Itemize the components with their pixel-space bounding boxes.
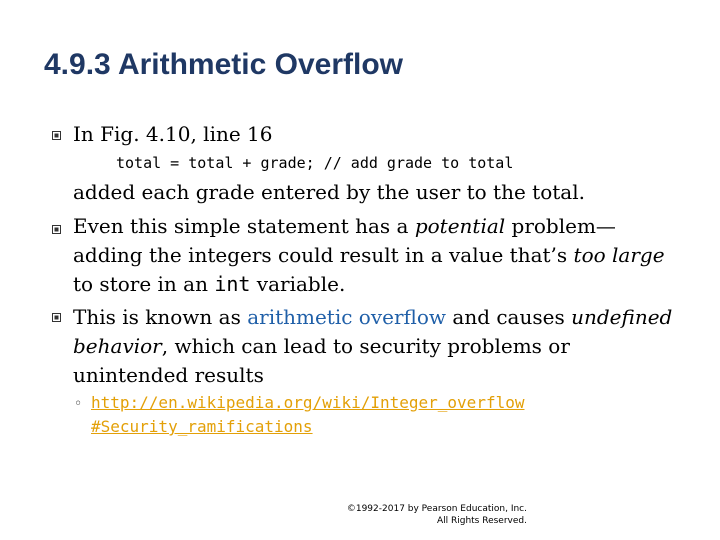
wikipedia-link-continuation[interactable]: #Security_ramifications bbox=[91, 417, 313, 436]
bullet-3-line-2 bbox=[73, 332, 570, 361]
inline-code: int bbox=[214, 272, 251, 296]
emphasis: undefined bbox=[571, 305, 673, 329]
bullet-3-line-3: unintended results bbox=[73, 363, 264, 387]
sub-bullet-icon: ◦ bbox=[74, 396, 83, 412]
text-span: , which can lead to security problems or bbox=[161, 334, 570, 358]
text-span: problem— bbox=[505, 214, 616, 238]
highlighted-term: arithmetic overflow bbox=[247, 305, 447, 329]
bullet-1-continuation: added each grade entered by the user to the total. bbox=[73, 180, 585, 204]
text-span: to store in an bbox=[73, 272, 215, 296]
bullet-2-line-3 bbox=[73, 270, 345, 299]
code-line: total = total + grade; // add grade to total bbox=[116, 154, 514, 172]
text-span: variable. bbox=[250, 272, 346, 296]
text-span: Even this simple statement has a bbox=[73, 214, 415, 238]
bullet-2-line-1 bbox=[73, 212, 616, 241]
bullet-icon bbox=[52, 131, 61, 140]
copyright-line: ©1992-2017 by Pearson Education, Inc. bbox=[346, 504, 527, 514]
copyright-footer bbox=[347, 503, 527, 527]
emphasis: too large bbox=[573, 243, 665, 267]
text-span: This is known as bbox=[73, 305, 248, 329]
bullet-2-line-2 bbox=[73, 241, 665, 270]
bullet-1-text: In Fig. 4.10, line 16 bbox=[73, 122, 273, 146]
text-span: adding the integers could result in a value that’s bbox=[73, 243, 574, 267]
bullet-icon bbox=[52, 225, 61, 234]
slide-title: 4.9.3 Arithmetic Overflow bbox=[44, 48, 404, 81]
text-span: and causes bbox=[446, 305, 572, 329]
rights-line: All Rights Reserved. bbox=[436, 516, 527, 526]
wikipedia-link[interactable]: http://en.wikipedia.org/wiki/Integer_overflow bbox=[91, 393, 525, 412]
bullet-icon bbox=[52, 313, 61, 322]
emphasis: behavior bbox=[73, 334, 162, 358]
bullet-3-line-1 bbox=[73, 303, 672, 332]
emphasis: potential bbox=[414, 214, 506, 238]
